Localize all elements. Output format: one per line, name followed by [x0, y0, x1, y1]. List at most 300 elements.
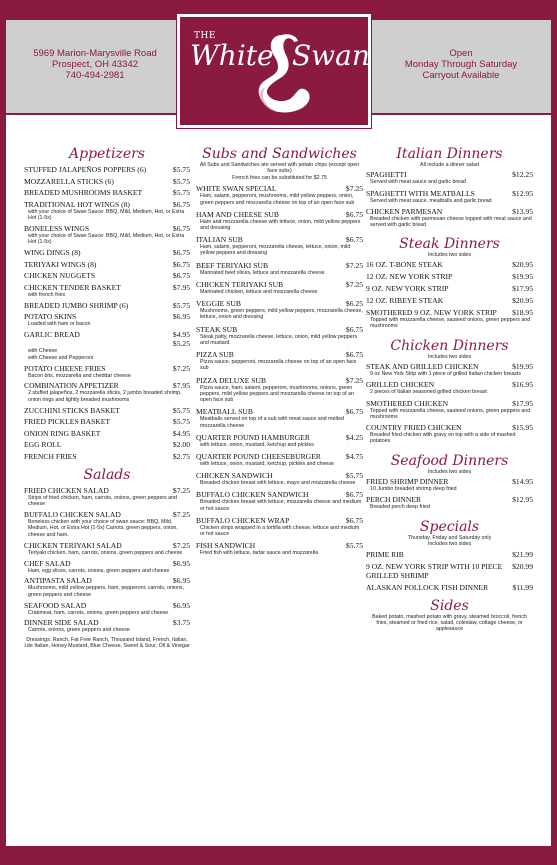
menu-item-fried-pickles-basket[interactable]: [24, 417, 190, 426]
menu-item-9-oz-new-york-strip[interactable]: [366, 284, 533, 293]
menu-item-price: $2.75: [172, 451, 190, 461]
section-title: Italian Dinners: [396, 146, 503, 162]
menu-item-row: [24, 510, 190, 519]
menu-item-name: TRADITIONAL HOT WINGS (8): [24, 199, 130, 209]
menu-item-garlic-bread[interactable]: [24, 330, 190, 361]
section-chicken-dinners: [366, 338, 533, 445]
menu-item-row: [366, 207, 533, 216]
menu-item-chef-salad[interactable]: [24, 559, 190, 574]
menu-item-name: FRIED CHICKEN SALAD: [24, 485, 109, 495]
menu-item-name: BUFFALO CHICKEN WRAP: [196, 515, 290, 525]
menu-item-name: MEATBALL SUB: [196, 407, 253, 417]
menu-item-price: $5.75: [345, 541, 363, 551]
menu-item-price: $7.25: [345, 279, 363, 289]
hours-open: Open: [449, 48, 473, 59]
menu-item-mozzarella-sticks-6[interactable]: [24, 177, 190, 186]
menu-item-potato-skins[interactable]: [24, 312, 190, 327]
menu-item-price: $4.95 $5.25: [172, 330, 190, 349]
menu-item-price: $4.75: [345, 451, 363, 461]
menu-item-potato-cheese-fries[interactable]: [24, 364, 190, 379]
menu-item-name: CHICKEN PARMESAN: [366, 207, 443, 216]
menu-item-description: 2 stuffed jalapeños, 2 mozzarella sticks, 2 jumbo breaded shrimp, onion rings and lightly breaded mushrooms: [28, 390, 182, 403]
menu-item-row: [196, 407, 363, 416]
menu-item-chicken-nuggets[interactable]: [24, 271, 190, 280]
menu-item-price: $6.75: [172, 271, 190, 281]
menu-item-price: $7.25: [345, 184, 363, 194]
menu-item-row: [24, 301, 190, 310]
menu-item-price: $7.25: [172, 540, 190, 550]
section-title: Chicken Dinners: [390, 337, 509, 354]
menu-item-name: DINNER SIDE SALAD: [24, 618, 99, 628]
menu-item-name: PIZZA DELUXE SUB: [196, 375, 267, 385]
menu-item-price: $15.95: [512, 423, 533, 433]
menu-item-price: $6.75: [172, 199, 190, 209]
section-note: All Subs and Sandwiches are served with potato chips (except open face subs) French fries can be substituted for $2.75: [199, 162, 360, 181]
menu-item-row: [24, 417, 190, 426]
menu-item-price: $20.99: [512, 561, 533, 571]
menu-item-price: $12.95: [512, 188, 533, 198]
menu-item-breaded-mushrooms-basket[interactable]: [24, 188, 190, 197]
menu-item-price: $6.75: [345, 235, 363, 245]
menu-item-row: [366, 296, 533, 305]
menu-item-fish-sandwich[interactable]: [196, 541, 363, 556]
menu-item-price: $6.75: [345, 324, 363, 334]
menu-item-row: [24, 541, 190, 550]
menu-item-price: $18.95: [512, 308, 533, 317]
menu-item-name: PIZZA SUB: [196, 350, 234, 360]
menu-item-wing-dings-8[interactable]: [24, 248, 190, 257]
menu-item-row: [196, 433, 363, 442]
menu-item-row: [366, 583, 533, 592]
menu-item-price: $5.75: [172, 417, 190, 427]
menu-item-price: $2.00: [172, 440, 190, 450]
menu-item-row: [24, 312, 190, 321]
menu-item-row: [24, 406, 190, 415]
menu-item-chicken-tender-basket[interactable]: [24, 283, 190, 298]
menu-item-price: $13.95: [512, 207, 533, 216]
menu-item-veggie-sub[interactable]: [196, 299, 363, 321]
menu-item-description: Marinated beef slices, lettuce and mozzarella cheese: [200, 269, 325, 276]
menu-item-description: Meatballs served on top of a sub with meat sauce and melted mozzarella cheese: [200, 416, 344, 429]
menu-item-row: [24, 271, 190, 280]
menu-item-row: [24, 429, 190, 438]
menu-item-row: [24, 165, 190, 174]
menu-item-row: [24, 618, 190, 627]
section-title: Salads: [83, 466, 131, 483]
menu-item-row: [24, 260, 190, 269]
menu-item-row: [24, 188, 190, 197]
menu-item-name: 16 OZ. T-BONE STEAK: [366, 260, 443, 269]
menu-item-egg-roll[interactable]: [24, 440, 190, 449]
menu-item-price: $12.25: [512, 170, 533, 180]
menu-item-row: [24, 364, 190, 373]
menu-item-name: BONELESS WINGS: [24, 223, 90, 233]
menu-item-price: $7.95: [172, 381, 190, 391]
menu-item-price: $6.75: [345, 350, 363, 360]
menu-item-row: [366, 260, 533, 269]
menu-column-middle: [196, 146, 363, 560]
menu-item-description: Served with meat sauce, meatballs and garlic bread: [370, 197, 492, 204]
menu-item-name: BREADED MUSHROOMS BASKET: [24, 188, 143, 198]
menu-item-name: CHICKEN TERIYAKI SUB: [196, 279, 284, 289]
menu-item-row: [366, 562, 533, 580]
menu-item-description: Strips of fried chicken, ham, carrots, onions, green peppers and cheese: [28, 494, 177, 508]
menu-item-row: [366, 170, 533, 179]
menu-item-price: $7.25: [172, 485, 190, 495]
menu-item-buffalo-chicken-sandwich[interactable]: [196, 490, 363, 512]
section-subs-and-sandwiches: [196, 146, 363, 557]
menu-item-description: Breaded perch deep fried: [370, 504, 430, 511]
section-note: Thursday, Friday and Saturday only Includes two sides: [407, 534, 492, 548]
menu-item-description: Ham and mozzarella cheese with lettuce, onion, mild yellow peppers and dressing: [200, 218, 361, 231]
menu-item-row: [24, 200, 190, 209]
address-phone[interactable]: 740-494-2981: [65, 70, 125, 81]
menu-item-row: [24, 248, 190, 257]
menu-item-chicken-parmesan[interactable]: [366, 207, 533, 229]
menu-item-chicken-teriyaki-salad[interactable]: [24, 541, 190, 556]
menu-item-row: [24, 452, 190, 461]
menu-item-row: [196, 541, 363, 550]
menu-item-name: CHICKEN TENDER BASKET: [24, 282, 121, 292]
menu-item-description: Served with meat sauce and garlic bread: [370, 179, 466, 186]
menu-item-name: WING DINGS (8): [24, 248, 81, 258]
menu-item-fried-shrimp-dinner[interactable]: [366, 477, 533, 492]
menu-item-name: CHICKEN SANDWICH: [196, 471, 273, 481]
menu-item-price: $17.95: [512, 398, 533, 408]
menu-item-description: Fried fish with lettuce, tartar sauce and mozzarella: [200, 550, 319, 557]
section-title: Appetizers: [69, 146, 145, 162]
menu-item-price: $7.25: [345, 375, 363, 385]
menu-item-row: [366, 272, 533, 281]
menu-item-price: $17.95: [512, 284, 533, 293]
menu-item-beef-teriyaki-sub[interactable]: [196, 261, 363, 276]
salad-dressings: Dressings: Ranch, Fat Free Ranch, Thousand Island, French, Italian, Lite Italian, Honey Mustard, Blue Cheese, Sweet & Sour, Oil & Vinegar: [24, 636, 190, 650]
menu-item-chicken-teriyaki-sub[interactable]: [196, 280, 363, 295]
menu-item-name: ONION RING BASKET: [24, 428, 101, 438]
menu-item-row: [366, 399, 533, 408]
menu-item-pizza-deluxe-sub[interactable]: [196, 376, 363, 404]
menu-item-row: [366, 423, 533, 432]
menu-item-row: [196, 325, 363, 334]
menu-item-price: $6.75: [172, 259, 190, 269]
menu-item-row: [24, 224, 190, 233]
menu-item-row: [366, 495, 533, 504]
menu-item-name: CHICKEN TERIYAKI SALAD: [24, 540, 122, 550]
menu-item-chicken-sandwich[interactable]: [196, 471, 363, 486]
section-note: Includes two sides: [427, 353, 472, 360]
menu-item-description: 9 oz New York Strip with 1 piece of grilled Italian chicken breasts: [370, 371, 522, 377]
menu-item-stuffed-jalape-os-poppers-6[interactable]: [24, 165, 190, 174]
menu-item-name: BREADED JUMBO SHRIMP (6): [24, 300, 129, 310]
menu-item-name: CHICKEN NUGGETS: [24, 271, 96, 281]
menu-item-name: 12 OZ. RIBEYE STEAK: [366, 296, 444, 305]
menu-item-name: PERCH DINNER: [366, 495, 422, 505]
menu-item-9-oz-new-york-strip-with-10-piece-grilled-shrimp[interactable]: [366, 562, 533, 580]
logo-name-right: Swan: [292, 39, 370, 72]
menu-item-price: $4.25: [345, 432, 363, 442]
menu-item-row: [196, 350, 363, 359]
menu-item-row: [366, 284, 533, 293]
menu-item-row: [24, 330, 190, 348]
menu-item-perch-dinner[interactable]: [366, 495, 533, 510]
menu-item-price: $19.95: [512, 272, 533, 281]
menu-item-name: QUARTER POUND HAMBURGER: [196, 432, 310, 442]
logo-name-left: White: [190, 39, 274, 72]
menu-item-row: [196, 299, 363, 308]
menu-item-price: $5.75: [172, 188, 190, 198]
menu-item-name: FRIED PICKLES BASKET: [24, 417, 111, 427]
menu-item-description: Bacon bits, mozzarella and cheddar cheese: [28, 372, 131, 379]
menu-item-price: $5.75: [172, 405, 190, 415]
menu-item-name: POTATO SKINS: [24, 312, 77, 322]
menu-item-zucchini-sticks-basket[interactable]: [24, 406, 190, 415]
menu-item-price: $6.75: [345, 490, 363, 500]
hours-days: Monday Through Saturday: [404, 59, 518, 70]
menu-item-price: $20.95: [512, 296, 533, 305]
menu-item-price: $12.95: [512, 495, 533, 505]
section-note: Includes two sides: [427, 468, 472, 475]
menu-item-buffalo-chicken-salad[interactable]: [24, 510, 190, 538]
menu-item-12-oz-new-york-strip[interactable]: [366, 272, 533, 281]
menu-item-name: ALASKAN POLLOCK FISH DINNER: [366, 582, 489, 592]
menu-item-price: $6.95: [172, 600, 190, 610]
menu-item-description: Mushrooms, mild yellow peppers, ham, pepperoni, carrots, onions, green peppers and cheese: [28, 585, 185, 598]
menu-item-name: SPAGHETTI WITH MEATBALLS: [366, 188, 475, 198]
menu-item-row: [366, 308, 533, 317]
menu-item-name: ZUCCHINI STICKS BASKET: [24, 405, 120, 415]
logo-the: THE: [194, 31, 216, 41]
menu-item-name: GARLIC BREAD: [24, 330, 80, 340]
menu-item-description: Steak patty, mozzarella cheese, lettuce, onion, mild yellow peppers and mustard: [200, 333, 358, 346]
menu-item-description: Topped with mozzarella cheese, sauteed onions, green peppers and mushrooms: [370, 407, 531, 420]
menu-item-combination-appetizer[interactable]: [24, 381, 190, 403]
address-city: Prospect, OH 43342: [51, 59, 139, 70]
menu-item-price: $21.99: [512, 549, 533, 559]
menu-item-description: Breaded chicken breast with lettuce, mozzarella cheese and medium or hot sauce: [200, 499, 362, 512]
menu-item-row: [24, 381, 190, 390]
menu-item-price: $6.95: [172, 576, 190, 586]
menu-item-name: BUFFALO CHICKEN SANDWICH: [196, 490, 309, 500]
menu-item-name: COMBINATION APPETIZER: [24, 381, 119, 391]
menu-item-quarter-pound-hamburger[interactable]: [196, 433, 363, 448]
menu-item-name: GRILLED CHICKEN: [366, 380, 435, 390]
menu-item-description: Loaded with ham or bacon: [28, 321, 91, 328]
menu-item-name: ITALIAN SUB: [196, 235, 243, 245]
menu-item-onion-ring-basket[interactable]: [24, 429, 190, 438]
menu-item-row: [366, 362, 533, 371]
section-note: Includes two sides: [427, 251, 472, 258]
menu-item-fried-chicken-salad[interactable]: [24, 486, 190, 508]
section-italian-dinners: [366, 146, 533, 229]
menu-item-row: [196, 516, 363, 525]
menu-item-dinner-side-salad[interactable]: [24, 618, 190, 633]
menu-item-name: BEEF TERIYAKI SUB: [196, 260, 269, 270]
menu-item-row: [196, 376, 363, 385]
menu-item-price: $3.75: [172, 618, 190, 628]
menu-item-row: [196, 280, 363, 289]
menu-item-buffalo-chicken-wrap[interactable]: [196, 516, 363, 538]
menu-item-description: Crabmeat, ham, carrots, onions, green peppers and cheese: [28, 609, 169, 616]
menu-item-description: Mushrooms, green peppers, mild yellow peppers, mozzarella cheese, lettuce, onion and dressing: [200, 308, 363, 321]
menu-item-price: $7.25: [172, 510, 190, 520]
menu-item-alaskan-pollock-fish-dinner[interactable]: [366, 583, 533, 592]
menu-item-name: 12 OZ. NEW YORK STRIP: [366, 272, 453, 281]
menu-item-row: [196, 452, 363, 461]
section-appetizers: [24, 146, 190, 461]
menu-item-description: Marinated chicken, lettuce and mozzarella cheese: [200, 288, 318, 295]
menu-item-name: 9 OZ. NEW YORK STRIP: [366, 284, 449, 293]
restaurant-hours: [385, 48, 537, 81]
menu-item-description: with lettuce, onion, mustard, ketchup, pickles and cheese: [200, 460, 334, 467]
menu-item-name: FISH SANDWICH: [196, 541, 256, 551]
section-title: Sides: [430, 597, 469, 614]
menu-item-grilled-chicken[interactable]: [366, 380, 533, 395]
menu-item-prime-rib[interactable]: [366, 550, 533, 559]
section-title: Specials: [419, 518, 480, 535]
menu-item-price: $6.75: [345, 515, 363, 525]
menu-item-price: $16.95: [512, 380, 533, 390]
menu-item-price: $6.95: [172, 312, 190, 322]
menu-item-price: $6.75: [345, 209, 363, 219]
menu-item-row: [196, 261, 363, 270]
menu-item-description: Ham, egg slices, carrots, onions, green peppers and cheese: [28, 567, 170, 574]
section-title: Steak Dinners: [399, 235, 500, 252]
menu-item-name: SMOTHERED 9 OZ. NEW YORK STRIP: [366, 308, 497, 317]
section-salads: [24, 467, 190, 634]
menu-item-price: $5.75: [172, 165, 190, 174]
menu-item-description: Breaded fried chicken with gravy on top with a side of mashed potatoes: [370, 432, 516, 445]
menu-item-smothered-9-oz-new-york-strip[interactable]: [366, 308, 533, 330]
menu-item-name: SMOTHERED CHICKEN: [366, 398, 449, 408]
menu-item-teriyaki-wings-8[interactable]: [24, 260, 190, 269]
menu-item-name: STEAK AND GRILLED CHICKEN: [366, 362, 479, 371]
menu-item-row: [24, 486, 190, 495]
section-sides: [366, 598, 533, 633]
menu-item-name: 9 OZ. NEW YORK STRIP WITH 10 PIECE GRILLED SHRIMP: [366, 561, 503, 580]
menu-item-steak-sub[interactable]: [196, 325, 363, 347]
menu-item-name: FRENCH FRIES: [24, 451, 77, 461]
menu-item-description: Boneless chicken with your choice of swan sauce: BBQ, Mild, Medium, Hot, or Extra Hot (1-5x) Carrots, green peppers, onion, cheese and ham.: [28, 519, 178, 538]
menu-item-row: [196, 490, 363, 499]
menu-item-steak-and-grilled-chicken[interactable]: [366, 362, 533, 377]
menu-item-price: $6.75: [172, 248, 190, 258]
menu-item-price: $6.75: [172, 223, 190, 233]
menu-item-row: [196, 184, 363, 193]
menu-item-price: $5.75: [345, 471, 363, 481]
menu-item-price: $20.95: [512, 260, 533, 269]
white-swan-logo: [177, 14, 371, 128]
menu-item-price: $11.99: [512, 582, 533, 592]
menu-item-row: [24, 576, 190, 585]
menu-item-description: Carrots, onions, green peppers and cheese: [28, 627, 130, 634]
menu-item-name: SPAGHETTI: [366, 170, 407, 180]
menu-item-italian-sub[interactable]: [196, 235, 363, 257]
menu-item-name: WHITE SWAN SPECIAL: [196, 184, 277, 194]
swan-icon: [238, 29, 320, 127]
menu-item-french-fries[interactable]: [24, 452, 190, 461]
menu-item-white-swan-special[interactable]: [196, 184, 363, 206]
menu-item-quarter-pound-cheeseburger[interactable]: [196, 452, 363, 467]
menu-item-spaghetti[interactable]: [366, 170, 533, 185]
section-steak-dinners: [366, 236, 533, 330]
menu-item-description: Ham, salami, pepperoni, mozzarella cheese, lettuce, onion, mild yellow peppers and dressing: [200, 244, 351, 257]
section-note: Baked potato, mashed potato with gravy, steamed broccoli, french fries, steamed or fried rice, salad, coleslaw, cottage cheese, or applesauce: [372, 613, 527, 633]
menu-item-name: VEGGIE SUB: [196, 299, 241, 309]
menu-item-row: [196, 471, 363, 480]
menu-item-price: $14.95: [512, 477, 533, 487]
menu-item-description: 2 pieces of Italian seasoned grilled chicken breast: [370, 389, 487, 396]
menu-item-description: with Cheese with Cheese and Pepperoni: [28, 348, 94, 361]
restaurant-address: [20, 48, 170, 81]
hours-carryout: Carryout Available: [422, 70, 500, 81]
menu-item-seafood-salad[interactable]: [24, 601, 190, 616]
menu-item-ham-and-cheese-sub[interactable]: [196, 210, 363, 232]
menu-item-price: $6.75: [345, 407, 363, 417]
section-title: Seafood Dinners: [390, 452, 509, 469]
menu-column-right: [366, 146, 533, 635]
menu-item-smothered-chicken[interactable]: [366, 399, 533, 421]
menu-item-name: POTATO CHEESE FRIES: [24, 363, 106, 373]
menu-item-name: PRIME RIB: [366, 549, 404, 559]
menu-item-name: CHEF SALAD: [24, 558, 71, 568]
menu-item-breaded-jumbo-shrimp-6[interactable]: [24, 301, 190, 310]
menu-item-name: HAM AND CHEESE SUB: [196, 209, 279, 219]
menu-item-name: TERIYAKI WINGS (8): [24, 259, 97, 269]
menu-item-name: BUFFALO CHICKEN SALAD: [24, 510, 121, 520]
menu-item-row: [24, 440, 190, 449]
menu-item-12-oz-ribeye-steak[interactable]: [366, 296, 533, 305]
menu-item-name: EGG ROLL: [24, 440, 62, 450]
menu-item-price: $19.95: [512, 362, 533, 371]
menu-item-row: [366, 189, 533, 198]
menu-item-name: COUNTRY FRIED CHICKEN: [366, 423, 462, 433]
menu-item-name: FRIED SHRIMP DINNER: [366, 477, 449, 487]
menu-item-price: $4.95: [172, 428, 190, 438]
menu-item-price: $5.75: [172, 300, 190, 310]
menu-item-meatball-sub[interactable]: [196, 407, 363, 429]
menu-item-price: $7.95: [172, 282, 190, 292]
menu-item-description: with your choice of Swan Sauce: BBQ, Mild, Medium, Hot, or Extra Hot (1-5x): [28, 232, 185, 246]
menu-item-row: [196, 235, 363, 244]
menu-item-description: Teriyaki chicken, ham, carrots, onions, green peppers and cheese: [28, 549, 183, 556]
menu-item-row: [24, 283, 190, 292]
menu-column-left: [24, 146, 190, 650]
menu-item-description: Breaded chicken breast with lettuce, mayo and mozzarella cheese: [200, 480, 356, 487]
menu-item-description: with your choice of Swan Sauce: BBQ, Mild, Medium, Hot, or Extra Hot (1-5x): [28, 208, 185, 222]
menu-item-traditional-hot-wings-8[interactable]: [24, 200, 190, 222]
menu-item-description: Chicken strips wrapped in a tortilla with cheese, lettuce and medium or hot sauce: [200, 524, 360, 538]
menu-item-row: [366, 550, 533, 559]
menu-item-name: QUARTER POUND CHEESEBURGER: [196, 451, 321, 461]
menu-item-16-oz-t-bone-steak[interactable]: [366, 260, 533, 269]
menu-item-name: ANTIPASTA SALAD: [24, 576, 92, 586]
section-note: All include a dinner salad: [420, 162, 479, 168]
menu-item-price: $6.95: [172, 558, 190, 568]
menu-item-country-fried-chicken[interactable]: [366, 423, 533, 445]
section-title: Subs and Sandwiches: [202, 146, 357, 162]
menu-item-name: SEAFOOD SALAD: [24, 600, 87, 610]
menu-item-description: Breaded chicken with parmesan cheese topped with meat sauce and served with garlic bread: [370, 216, 532, 229]
menu-item-pizza-sub[interactable]: [196, 350, 363, 372]
menu-item-row: [24, 559, 190, 568]
menu-item-row: [24, 601, 190, 610]
menu-item-price: $7.25: [172, 363, 190, 373]
section-specials: [366, 519, 533, 592]
menu-item-antipasta-salad[interactable]: [24, 576, 190, 598]
menu-item-price: $6.25: [345, 299, 363, 309]
menu-item-boneless-wings[interactable]: [24, 224, 190, 246]
menu-item-spaghetti-with-meatballs[interactable]: [366, 189, 533, 204]
